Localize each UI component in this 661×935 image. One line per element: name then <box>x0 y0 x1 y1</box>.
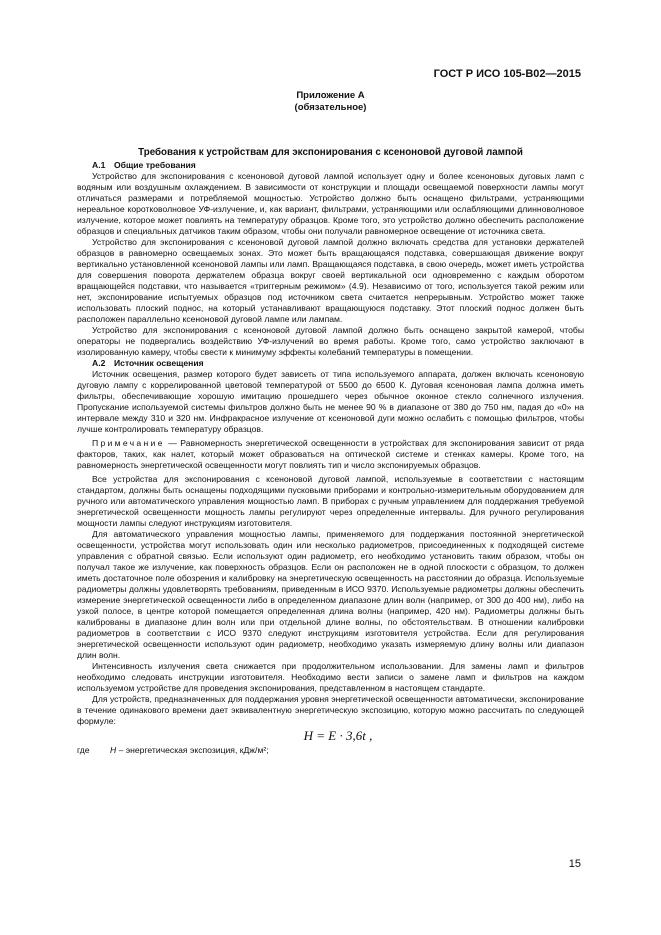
paragraph-a1-3: Устройство для экспонирования с ксеноновой дуговой лампой должно быть оснащено закрытой камерой, чтобы операторы не подвергались воздействию УФ-излучений во время работы. Кроме того, само устройство заключают в изолированную камеру, чтобы свести к минимуму эффекты колебаний температуры в помещении. <box>77 325 584 357</box>
section-a2-heading <box>77 358 584 369</box>
section-a2-title: Источник освещения <box>114 358 204 368</box>
note-paragraph <box>77 438 584 471</box>
exposure-formula: H = E · 3,6t , <box>303 728 373 743</box>
paragraph-a2-4: Интенсивность излучения света снижается при продолжительном использовании. Для замены ламп и фильтров необходимо следовать инструкции изготовителя. Необходимо вести записи о замене ламп и фильтров на каждом используемом устройстве для проведения экспонирования, представленном в настоящем стандарте. <box>77 661 584 693</box>
where-word: где <box>77 745 90 755</box>
section-a1-heading <box>77 160 584 171</box>
paragraph-a2-3: Для автоматического управления мощностью лампы, применяемого для поддержания постоянной энергетической освещенности, устройства могут использовать один или несколько радиометров, присоединенных к подходящей системе управления с обратной связью. Если используют один радиометр, его необходимо установить таким образом, чтобы он получал такое же излучение, как поверхность образцов. Если он расположен не в одной плоскости с образцом, то должен иметь достаточное поле обозрения и калибровку на энергетическую освещенность на расстоянии до образца. Используемые радиометры должны удовлетворять требованиям, приведенным в ИСО 9370. Используемые радиометры должны обеспечить измерение энергетической освещенности либо в определенном диапазоне длин волн (например, от 300 до 400 нм), либо на узкой полосе, в центре которой помещается определенная длина волны (например, 420 нм). Радиометры должны быть калиброваны в диапазоне длин волн или при отдельной длине волны, по обстоятельствам. В отношении калибровки радиометров в соответствии с ИСО 9370 следуют инструкциям изготовителя устройства. Если для регулирования энергетической освещенности используют один радиометр, необходимо указать измеряемую длину волны или диапазон длин волн. <box>77 529 584 660</box>
paragraph-a1-1: Устройство для экспонирования с ксеноновой дуговой лампой использует одну и более ксеноновых дуговых ламп с водяным или воздушным охлаждением. В зависимости от конструкции и площади освещаемой поверхности лампы могут отличаться размерами и потребляемой мощностью. Устройство должно быть оснащено фильтрами, устраняющими нереальное коротковолновое УФ-излучение, и, как вариант, фильтрами, устраняющими или ослабляющими длинноволновое излучение, которое может повлиять на температуру образцов. Кроме того, это устройство должно обеспечить расположение образцов и специальных датчиков таким образом, чтобы они получали равномерное освещение от источника света. <box>77 171 584 236</box>
main-title: Требования к устройствам для экспонирования с ксеноновой дуговой лампой <box>138 147 523 158</box>
appendix-heading <box>0 90 661 114</box>
paragraph-a1-2: Устройство для экспонирования с ксеноновой дуговой лампой должно включать средства для установки держателей образцов в равномерно освещаемых зонах. Это может быть вращающаяся подставка, совершающая движение вокруг вертикально установленной ксеноновой лампы или ламп. Вращающаяся подставка, в свою очередь, может иметь устройства для совершения поворота держателем образца вокруг своей вертикальной оси одновременно с каждым оборотом вращающейся подставки, что называется «триггерным режимом» (4.9). Независимо от того, используется такой режим или нет, экспонирование испытуемых образцов под источником света считается непрерывным. Устройство может также использовать плоский поднос, на который устанавливают вращающуюся подставку. Этот плоский поднос должен быть расположен параллельно ксеноновой дуговой лампе или лампам. <box>77 237 584 324</box>
section-a2-number: А.2 <box>92 358 106 368</box>
page-number: 15 <box>568 858 581 870</box>
appendix-title: Приложение А <box>296 90 365 101</box>
legend-variable: H <box>110 745 117 755</box>
standard-code: ГОСТ Р ИСО 105-B02—2015 <box>433 68 581 80</box>
paragraph-a2-5: Для устройств, предназначенных для поддержания уровня энергетической освещенности автоматически, экспонирование в течение одинакового времени дает эквивалентную энергетическую экспозицию, которую можно рассчитать по следующей формуле: <box>77 694 584 726</box>
document-body <box>77 160 584 756</box>
section-a1-number: А.1 <box>92 160 106 170</box>
formula-legend <box>77 745 584 756</box>
appendix-status: (обязательное) <box>294 102 367 113</box>
section-a1-title: Общие требования <box>114 160 196 170</box>
paragraph-a2-1: Источник освещения, размер которого будет зависеть от типа используемого аппарата, должен включать ксеноновую дуговую лампу с коррелированной цветовой температурой от 5500 до 6500 К. Дуговая ксеноновая лампа должна иметь фильтры, обеспечивающие хорошую имитацию прошедшего через обычное оконное стекло солнечного излучения. Пропускание используемой системы фильтров должно быть не менее 90 % в диапазоне от 380 до 750 нм, падая до «0» на интервале между 310 и 320 нм. Инфракрасное излучение от ксеноновой дуги можно ослабить с помощью фильтров, чтобы лучше контролировать температуру образцов. <box>77 369 584 434</box>
note-text: — Равномерность энергетической освещенности в устройствах для экспонирования зависит от ряда факторов, таких, как налет, который может образоваться на оптической системе и стенках камеры. Кроме того, на равномерность энергетической освещенности могут повлиять тип и число экспонируемых образцов. <box>77 438 584 470</box>
legend-text: – энергетическая экспозиция, кДж/м²; <box>116 745 269 755</box>
note-label: Примечание <box>92 438 165 448</box>
paragraph-a2-2: Все устройства для экспонирования с ксеноновой дуговой лампой, используемые в соответствии с настоящим стандартом, должны быть оснащены подходящими пусковыми приборами и контрольно-измерительным оборудованием для ручного или автоматического управления мощностью ламп. В приборах с ручным управлением для поддержания требуемой энергетической освещенности мощность лампы регулируют через определенные интервалы. Для ручного регулирования мощности лампы следуют инструкциям изготовителя. <box>77 474 584 528</box>
